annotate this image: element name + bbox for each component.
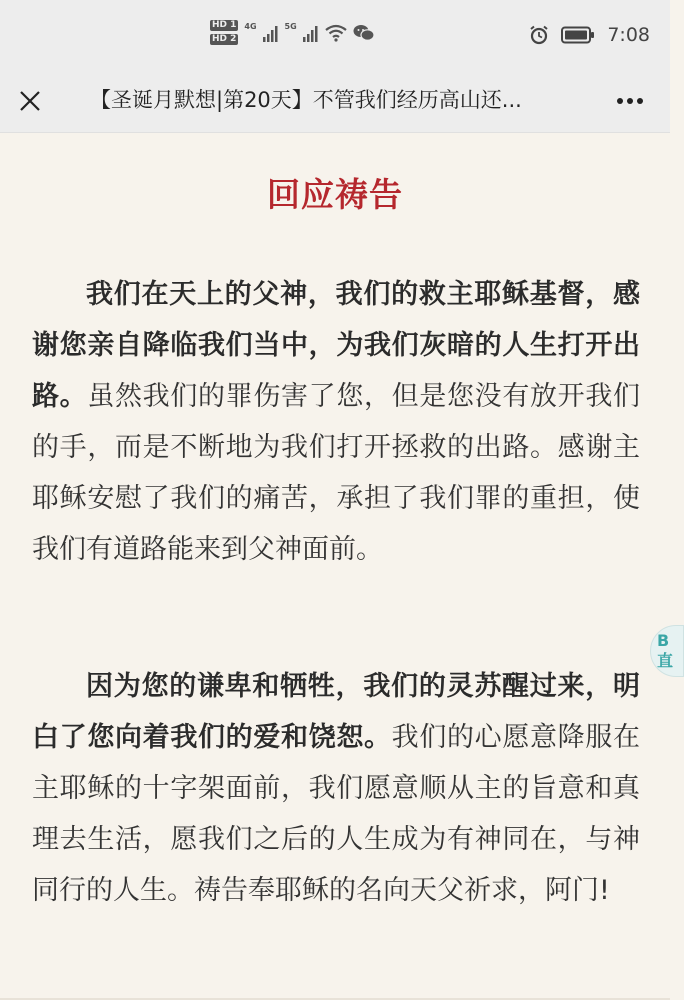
signal-icon [303, 24, 319, 42]
paragraph-body: 虽然我们的罪伤害了您，但是您没有放开我们的手，而是不断地为我们打开拯救的出路。感谢主耶稣安慰了我们的痛苦，承担了我们罪的重担，使我们有道路能来到父神面前。 [32, 381, 641, 565]
paragraph-body: 我们的心愿意降服在主耶稣的十字架面前，我们愿意顺从主的旨意和真理去生活，愿我们之后的人生成为有神同在，与神同行的人生。祷告奉耶稣的名向天父祈求，阿门! [32, 722, 641, 906]
sim1-network-label: 4G [244, 22, 257, 31]
more-button[interactable] [612, 83, 648, 119]
article-heading: 回应祷告 [267, 175, 403, 214]
paragraph-lead-bold: 因为您的谦卑和牺牲，我们的灵苏醒过来，明白了您向着我们的爱和饶恕。 [32, 671, 640, 753]
close-icon [19, 90, 41, 112]
floating-side-tab[interactable]: B 直 [650, 625, 684, 677]
alarm-icon [529, 25, 549, 45]
page-title: 【圣诞月默想|第20天】不管我们经历高山还... [90, 88, 522, 112]
status-bar [0, 0, 670, 70]
title-bar [0, 70, 670, 133]
sim2-network-label: 5G [284, 22, 297, 31]
article-body [0, 133, 674, 1000]
prayer-paragraph-1 [32, 269, 640, 575]
battery-icon [561, 26, 595, 44]
signal-icon [263, 24, 279, 42]
wechat-icon [353, 24, 375, 42]
sim1-hd-badge: HD 1 [212, 20, 237, 30]
sim2-hd-badge: HD 2 [212, 34, 237, 44]
close-button[interactable] [12, 83, 48, 119]
status-time: 7:08 [607, 24, 650, 46]
sim-indicators [210, 20, 375, 45]
wifi-icon [325, 24, 347, 42]
paragraph-lead-bold: 我们在天上的父神，我们的救主耶稣基督，感谢您亲自降临我们当中，为我们灰暗的人生打开出路。 [32, 279, 640, 412]
status-right [529, 24, 650, 46]
hd-badges [210, 20, 238, 45]
prayer-paragraph-2 [32, 661, 640, 916]
more-icon [616, 97, 644, 105]
